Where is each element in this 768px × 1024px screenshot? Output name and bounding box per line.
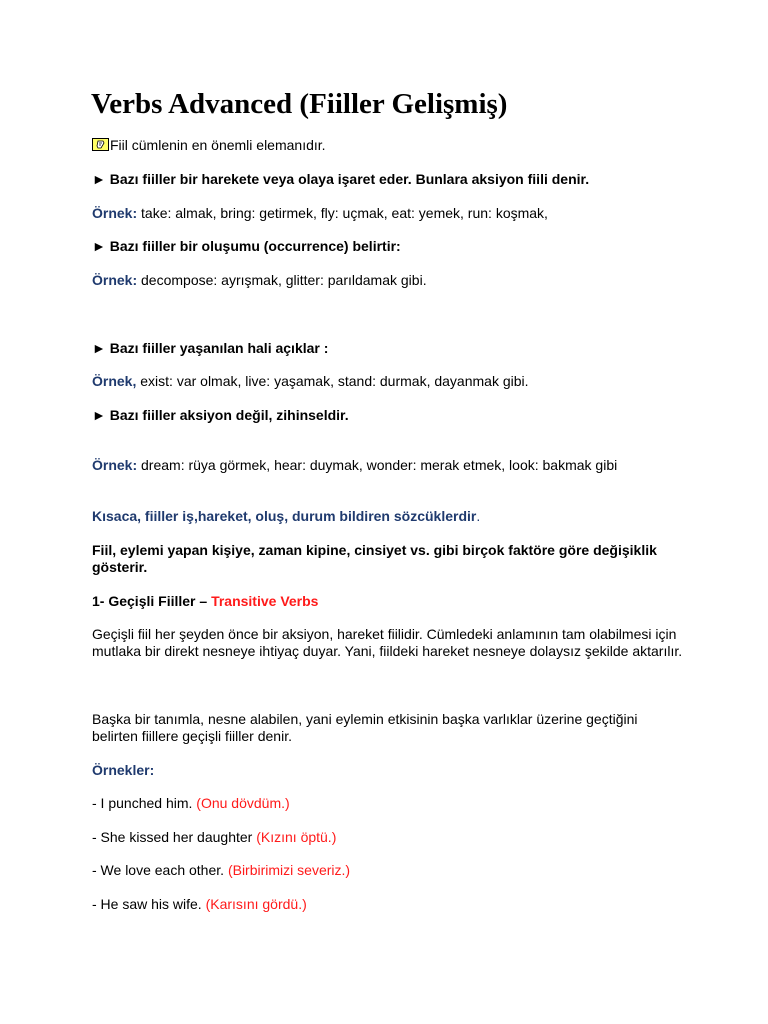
bullet-occurrence [92,238,401,255]
example-text: exist: var olmak, live: yaşamak, stand: durmak, dayanmak gibi. [136,373,529,389]
example-english: - I punched him. [92,795,197,811]
example-english: - We love each other. [92,862,228,878]
example-label: Örnek, [92,373,137,389]
example-turkish: (Birbirimizi severiz.) [227,862,351,878]
bullet-state-text: Bazı fiiller yaşanılan hali açıklar : [109,340,329,356]
example-label: Örnek: [92,457,138,473]
bullet-arrow-icon: ► [92,340,106,356]
transitive-paragraph-1: Geçişli fiil her şeyden önce bir aksiyon, hareket fiilidir. Cümledeki anlamının tam olabilmesi için mutlaka bir direkt nesneye ihtiyaç duyar. Yani, fiildeki hareket nesneye dolaysız şekilde aktarılır. [92,626,683,659]
transitive-paragraph-2: Başka bir tanımla, nesne alabilen, yani eylemin etkisinin başka varlıklar üzerine geçtiğini belirten fiillere geçişli fiiller denir. [92,711,638,744]
bullet-action-text: Bazı fiiller bir harekete veya olaya işaret eder. Bunlara aksiyon fiili denir. [109,171,590,187]
example-text: decompose: ayrışmak, glitter: parıldamak gibi. [137,272,427,288]
bullet-arrow-icon: ► [92,407,106,423]
bullet-action [92,171,589,188]
change-note: Fiil, eylemi yapan kişiye, zaman kipine, cinsiyet vs. gibi birçok faktöre göre değişiklik gösterir. [92,542,657,575]
example-action [92,205,548,222]
summary-line [92,508,480,525]
example-turkish: (Karısını gördü.) [205,896,307,912]
bullet-mental [92,407,349,424]
bullet-arrow-icon: ► [92,171,106,187]
example-state [92,373,529,390]
example-mental [92,457,617,474]
bullet-arrow-icon: ► [92,238,106,254]
list-item [92,795,290,812]
summary-tail: . [476,508,481,524]
note-icon [92,138,109,151]
intro-text: Fiil cümlenin en önemli elemanıdır. [110,137,326,153]
list-item [92,829,336,846]
heading-english: Transitive Verbs [211,593,319,609]
summary-text: Kısaca, fiiller iş,hareket, oluş, durum bildiren sözcüklerdir [92,508,477,524]
example-text: dream: rüya görmek, hear: duymak, wonder: merak etmek, look: bakmak gibi [137,457,618,473]
example-label: Örnek: [92,272,138,288]
bullet-state [92,340,328,357]
examples-label: Örnekler: [92,762,155,778]
bullet-occurrence-text: Bazı fiiller bir oluşumu (occurrence) belirtir: [109,238,401,254]
heading-prefix: 1- Geçişli Fiiller – [92,593,212,609]
list-item [92,896,307,913]
example-text: take: almak, bring: getirmek, fly: uçmak, eat: yemek, run: koşmak, [137,205,548,221]
example-label: Örnek: [92,205,138,221]
page-title: Verbs Advanced (Fiiller Gelişmiş) [91,88,508,120]
section-heading-transitive [92,593,318,610]
intro-line [92,137,326,154]
bullet-mental-text: Bazı fiiller aksiyon değil, zihinseldir. [109,407,349,423]
example-turkish: (Onu dövdüm.) [196,795,290,811]
list-item [92,862,350,879]
example-english: - She kissed her daughter [92,829,257,845]
example-occurrence [92,272,427,289]
example-english: - He saw his wife. [92,896,206,912]
example-turkish: (Kızını öptü.) [256,829,337,845]
